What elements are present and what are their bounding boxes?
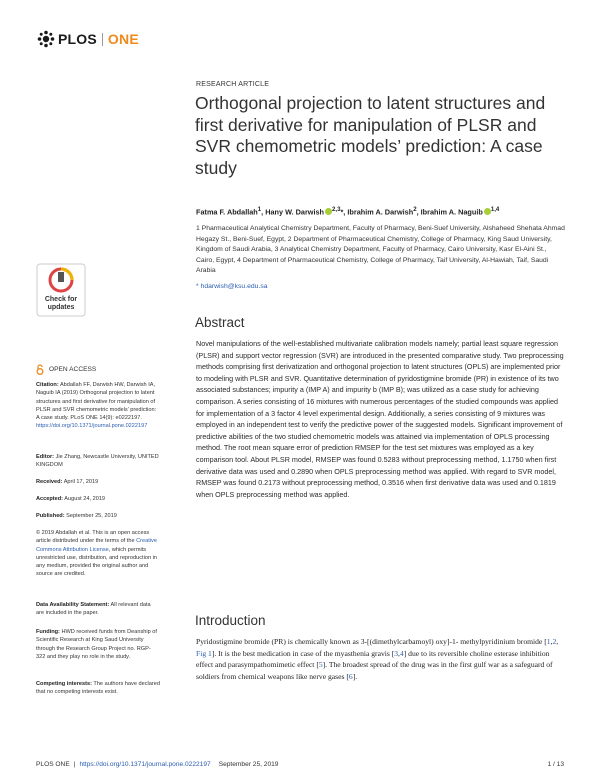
footer-separator: | — [73, 761, 76, 768]
published-label: Published: — [36, 513, 65, 519]
author-name[interactable]: Fatma F. Abdallah — [196, 207, 258, 217]
footer-doi-link[interactable]: https://doi.org/10.1371/journal.pone.0222197 — [79, 761, 211, 768]
corresponding-email[interactable]: * hdarwish@ksu.edu.sa — [196, 283, 268, 290]
author-name[interactable]: Ibrahim A. Naguib — [420, 207, 483, 217]
competing-interests — [36, 680, 160, 697]
figure-link[interactable]: Fig 1 — [196, 648, 212, 658]
affiliations: 1 Pharmaceutical Analytical Chemistry Department, Faculty of Pharmacy, Beni-Suef University, Alshaheed Shehata Ahmad Hegazy St., Beni-Suef, Egypt, 2 Department of Pharmaceutical Chemistry, College of Pharmacy, King Saud University, Kingdom of Saudi Arabia, 3 Analytical Chemistry Department, Faculty of Pharmacy, Cairo University, Kasr El-Aini St., Cairo, Egypt, 4 Department of Pharmaceutical Chemistry, College of Pharmacy, Taif University, Al-Hawiah, Taif, Saudi Arabia — [196, 225, 565, 274]
citation-label: Citation: — [36, 382, 59, 388]
check-updates-line2: updates — [47, 304, 75, 311]
introduction-heading: Introduction — [195, 613, 266, 628]
plos-logo-icon — [37, 30, 55, 48]
funding-text: HWD received funds from Deanship of Scientific Research at King Saud University through the Research Group Project no. RGP-322 and they play no role in the study. — [36, 629, 157, 660]
author-name[interactable]: Hany W. Darwish — [265, 207, 325, 217]
citation — [36, 381, 160, 431]
open-access-label: OPEN ACCESS — [49, 366, 97, 373]
check-updates-line1: Check for — [44, 296, 78, 303]
intro-text-part: Pyridostigmine bromide (PR) is chemically known as 3-[(dimethylcarbamoyl) oxy]-1- methylpyridinium bromide [ — [196, 637, 547, 646]
reference-link[interactable]: 1 — [546, 637, 551, 646]
accepted-date: August 24, 2019 — [64, 496, 106, 502]
journal-one: ONE — [107, 31, 139, 47]
orcid-icon[interactable] — [325, 208, 332, 215]
data-availability-text: All relevant data are included in the paper. — [36, 602, 151, 617]
editor-label: Editor: — [36, 454, 55, 460]
reference-link[interactable]: 2 — [552, 637, 557, 646]
intro-text-part: ]. It is the best medication in case of the myasthenia gravis [ — [211, 648, 395, 658]
accepted-label: Accepted: — [36, 496, 64, 502]
funding — [36, 628, 160, 661]
author-sup: 2,3 — [332, 206, 341, 213]
intro-text-part: ] due to its reversible choline esterase inhibition effect and parasympathomimetic effect [ — [196, 648, 550, 670]
abstract-heading: Abstract — [195, 315, 245, 330]
accepted — [36, 495, 160, 503]
open-access-lock-icon — [36, 364, 44, 375]
received-label: Received: — [36, 479, 63, 485]
page-number: 1 / 13 — [547, 761, 564, 768]
introduction-text: Pyridostigmine bromide (PR) is chemically known as 3-[(dimethylcarbamoyl) oxy]-1- methylpyridinium bromide [1,2, Fig 1]. It is the best medication in case of the myasthenia gravis [3,4] due to its reversible choline esterase inhibition effect and parasympathomimetic effect [5]. The broadest spread of the drug was in the first gulf war as a safeguard of soldiers from chemical weapons like nerve gases [6]. — [196, 637, 559, 682]
reference-link[interactable]: 4 — [399, 648, 404, 658]
data-availability — [36, 601, 160, 618]
journal-plos: PLOS — [58, 31, 97, 47]
citation-text: Abdallah FF, Darwish HW, Darwish IA, Naguib IA (2019) Orthogonal projection to latent structures and first derivative for manipulation of PLSR and SVR chemometric models’ prediction: A case study. PLoS ONE 14(9): e0222197. — [36, 382, 157, 422]
reference-link[interactable]: 6 — [348, 672, 353, 682]
reference-link[interactable]: 3 — [394, 648, 399, 658]
footer-journal: PLOS ONE — [36, 761, 70, 768]
author-sup: 2 — [413, 206, 417, 213]
footer-date: September 25, 2019 — [218, 761, 279, 768]
abstract-text: Novel manipulations of the well-established multivariate calibration models namely; partial least square regression (PLSR) and support vector regression (SVR) are introduced in the presented comparative study. Two preprocessing methods comprising first derivatization and orthogonal projection to latent structures (OPLS) are implemented prior to modeling with PLSR and SVR. Quantitative determination of pyridostigmine bromide (PR) in existence of its two associated substances; impurity a (IMP A) and impurity b (IMP B); was utilized as a case study for achieving comparison. A series consisting of 16 mixtures with numerous percentages of the studied compounds was applied for implementation of a 3 factor 4 level experimental design. Additionally, a series consisting of 9 mixtures was employed in an independent test to verify the predictive power of the suggested models. Significant improvement of predictive abilities of the two studied chemometric models was attained via implementation of OPLS processing method. The root mean square error of prediction RMSEP for the test set mixtures was employed as a key comparison tool. About PLSR model, RMSEP was found 0.5283 without preprocessing method, 1.1750 when first derivative data was used and 0.2890 when OPLS preprocessing method was applied. With regard to SVR model, RMSEP was found 0.2173 without preprocessing method, 0.3516 when first derivative data was used and 0.1819 when OPLS preprocessing method was applied. — [196, 339, 564, 499]
editor — [36, 453, 160, 470]
published-date: September 25, 2019 — [66, 513, 117, 519]
data-availability-label: Data Availability Statement: — [36, 602, 110, 608]
intro-text-part: ]. The broadest spread of the drug was in the first gulf war as a safeguard of soldiers from chemical weapons like nerve gases [ — [196, 660, 553, 682]
copyright-text: © 2019 Abdallah et al. This is an open access article distributed under the terms of the — [36, 530, 150, 545]
plos-one-logo — [37, 30, 139, 48]
logo-divider — [102, 33, 103, 46]
competing-interests-label: Competing interests: — [36, 681, 92, 687]
orcid-icon[interactable] — [484, 208, 491, 215]
received-date: April 17, 2019 — [63, 479, 99, 485]
author-list: Fatma F. Abdallah$^1$, Hany W. Darwish $^{2,3}$*, Ibrahim A. Darwish$^2$, Ibrahim A. Naguib $^{1,4}$ — [196, 206, 500, 217]
citation-doi-link[interactable]: https://doi.org/10.1371/journal.pone.0222197 — [36, 423, 148, 430]
received — [36, 478, 160, 486]
check-for-updates-badge[interactable] — [36, 263, 86, 317]
open-access — [36, 364, 96, 375]
footer — [36, 761, 278, 768]
copyright — [36, 529, 160, 579]
author-sup: 1 — [257, 206, 262, 213]
copyright-text-end: , which permits unrestricted use, distribution, and reproduction in any medium, provided the original author and source are credited. — [36, 546, 157, 578]
license-link[interactable]: Creative Commons Attribution License — [36, 538, 157, 553]
article-title: Orthogonal projection to latent structures and first derivative for manipulation of PLSR and SVR chemometric models’ prediction: A case study — [195, 93, 546, 178]
author-sup: 1,4 — [490, 206, 500, 213]
competing-interests-text: The authors have declared that no competing interests exist. — [36, 681, 160, 696]
funding-label: Funding: — [36, 629, 60, 635]
reference-link[interactable]: 5 — [318, 660, 323, 670]
author-name[interactable]: Ibrahim A. Darwish — [347, 207, 414, 217]
intro-text-part: ]. — [352, 672, 358, 682]
article-type: RESEARCH ARTICLE — [196, 81, 270, 88]
editor-text: Jie Zhang, Newcastle University, UNITED KINGDOM — [36, 454, 159, 469]
published — [36, 512, 160, 520]
